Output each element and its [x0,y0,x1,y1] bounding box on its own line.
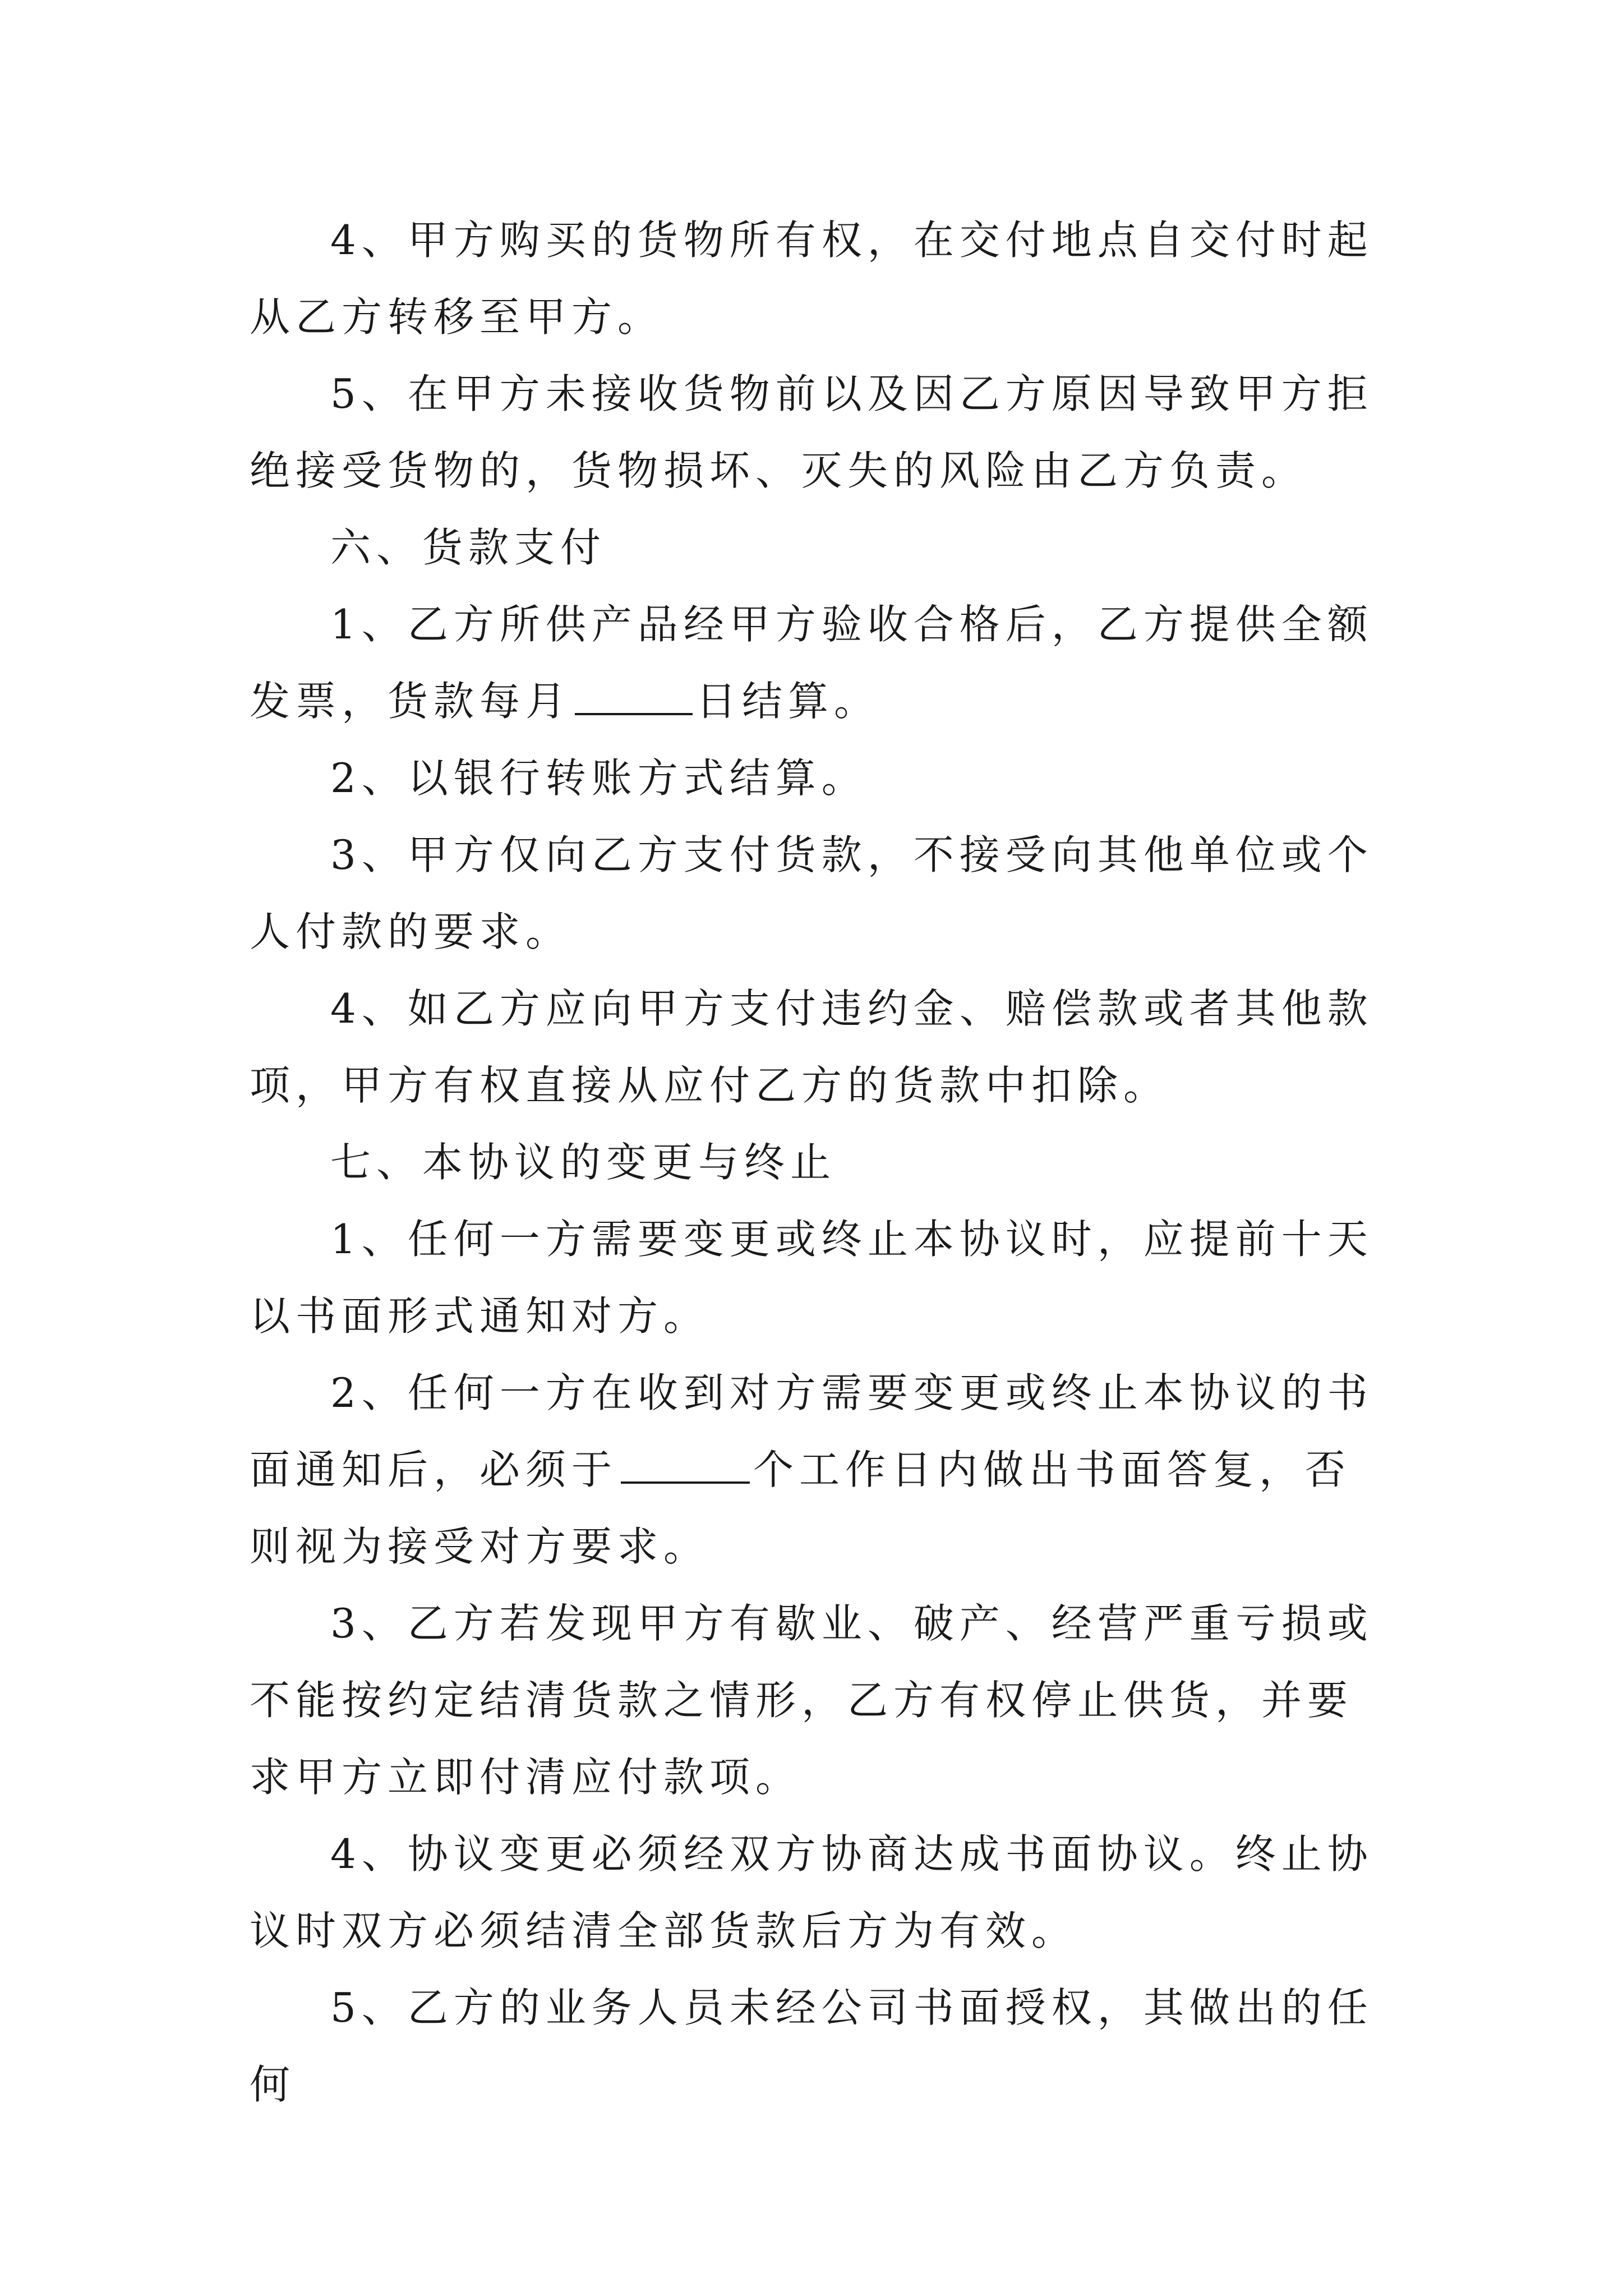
paragraph-invoice-settlement-part1: 1、乙方所供产品经甲方验收合格后，乙方提供全额发票，货款每月 [250,601,1373,725]
paragraph-written-reply [250,1355,1388,1585]
paragraph-supply-stop: 3、乙方若发现甲方有歇业、破产、经营严重亏损或不能按约定结清货款之情形，乙方有权停止供货，并要求甲方立即付清应付款项。 [250,1600,1373,1801]
settlement-day-blank [575,674,693,715]
document-body [250,202,1388,2123]
paragraph-risk-liability: 5、在甲方未接收货物前以及因乙方原因导致甲方拒绝接受货物的，货物损坏、灭失的风险由乙方负责。 [250,370,1373,494]
paragraph-written-reply-part2: 个工作日内做出书面答复，否则视为接受对方要求。 [250,1446,1352,1570]
paragraph-invoice-settlement [250,586,1388,740]
paragraph-notice-period: 1、任何一方需要变更或终止本协议时，应提前十天以书面形式通知对方。 [250,1216,1373,1340]
paragraph-written-reply-part1: 2、任何一方在收到对方需要变更或终止本协议的书面通知后，必须于 [250,1369,1373,1493]
paragraph-ownership-transfer: 4、甲方购买的货物所有权，在交付地点自交付时起从乙方转移至甲方。 [250,217,1373,341]
paragraph-bank-transfer: 2、以银行转账方式结算。 [330,754,868,802]
paragraph-invoice-settlement-part2: 日结算。 [696,678,880,725]
section-heading-payment: 六、货款支付 [330,524,607,571]
section-heading-change-termination: 七、本协议的变更与终止 [330,1139,837,1186]
paragraph-payee-restriction: 3、甲方仅向乙方支付货款，不接受向其他单位或个人付款的要求。 [250,831,1373,955]
paragraph-authorization: 5、乙方的业务人员未经公司书面授权，其做出的任何 [250,1984,1373,2108]
working-days-blank [621,1442,750,1484]
paragraph-agreement-change: 4、协议变更必须经双方协商达成书面协议。终止协议时双方必须结清全部货款后方为有效。 [250,1830,1373,1954]
paragraph-deduction: 4、如乙方应向甲方支付违约金、赔偿款或者其他款项，甲方有权直接从应付乙方的货款中扣除。 [250,985,1373,1109]
